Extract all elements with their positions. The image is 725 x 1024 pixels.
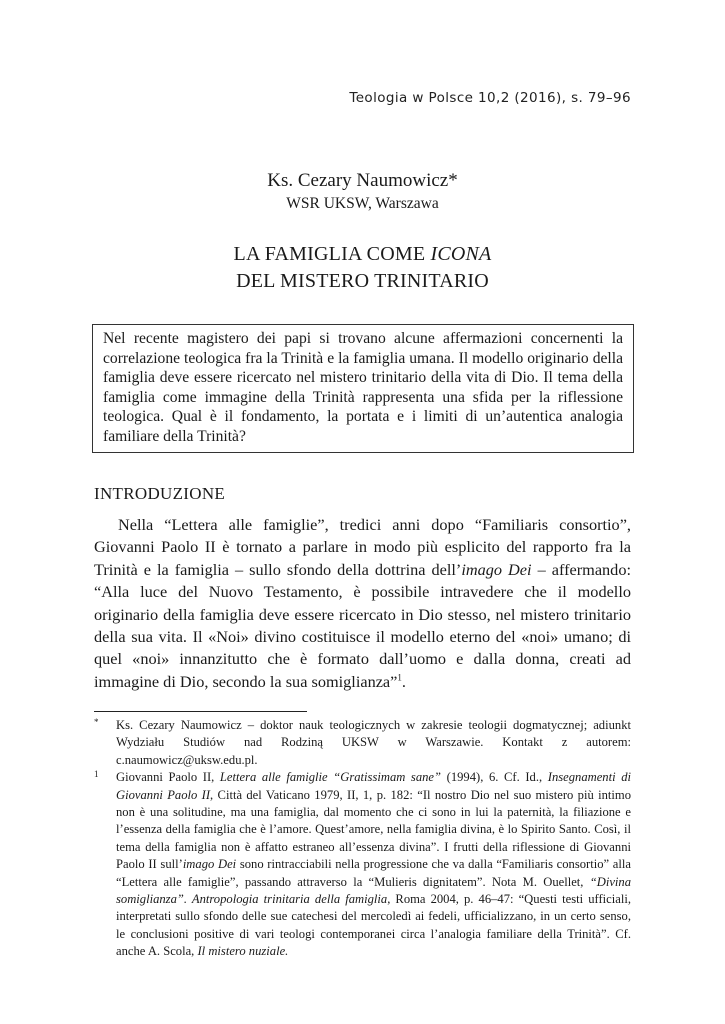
title-line-1 <box>0 241 725 268</box>
fn1-seg-4: sono rintracciabili nella progressione che va dalla “Familiaris consortio” alla “Lettera alle famiglie”, passando attraverso la “Mulieris dignitatem”. Nota M. Ouellet, <box>116 857 631 889</box>
body-text-part-1: Nella “Lettera alle famiglie”, tredici anni dopo “Familiaris consortio”, Giovanni Paolo II è tornato a parlare in modo più esplicito del rapporto fra la Trinità e la famiglia – sullo sfondo della dottrina dell’ <box>94 515 631 579</box>
body-text-part-2: – affermando: “Alla luce del Nuovo Testamento, è possibile intravedere che il modello originario della famiglia deve essere ricercato in Dio stesso, nel mistero trinitario della sua vita. Il «Noi» divino costituisce il modello eterno del «noi» umano; di quel «noi» innanzitutto che è formato dall’uomo e dalla donna, creati ad immagine di Dio, secondo la sua somiglianza” <box>94 559 631 691</box>
body-text-end: . <box>401 671 406 691</box>
fn1-italic-3: imago Dei <box>182 857 237 872</box>
journal-citation: Teologia w Polsce 10,2 (2016), s. 79–96 <box>349 90 631 106</box>
fn1-italic-2: Insegnamenti di Giovanni Paolo II <box>116 770 631 802</box>
title-line-1-text: LA FAMIGLIA COME <box>233 243 431 265</box>
title-line-2: DEL MISTERO TRINITARIO <box>236 270 489 292</box>
body-italic-imago-dei: imago Dei <box>461 559 532 579</box>
fn1-italic-5: Il mistero nuziale. <box>197 944 289 959</box>
author-affiliation: WSR UKSW, Warszawa <box>286 195 439 212</box>
fn1-seg-2: (1994), 6. Cf. Id., <box>441 770 548 785</box>
footnote-author <box>94 717 631 769</box>
fn1-italic-1: Lettera alle famiglie “Gratissimam sane” <box>219 770 442 785</box>
author-name: Ks. Cezary Naumowicz* <box>267 170 458 191</box>
section-heading: INTRODUZIONE <box>94 484 226 503</box>
footnote-divider <box>94 711 307 712</box>
footnote-mark-1: 1 <box>94 769 99 780</box>
body-paragraph <box>94 514 631 693</box>
fn1-seg-5: , Roma 2004, p. 46–47: “Questi testi ufficiali, interpretati sullo sfondo delle sue catechesi del mercoledì ai fedeli, ufficializzano, in un certo senso, le conclusioni positive di vari teologi contemporanei circa l’analogia familiare della Trinità”. Cf. anche A. Scola, <box>116 892 631 959</box>
fn1-seg-3: , Città del Vaticano 1979, II, 1, p. 182: “Il nostro Dio nel suo mistero più intimo non è una solitudine, ma una famiglia, dal momento che ci sono in lui la paternità, la filiazione e l’essenza della famiglia che è l’amore. Quest’amore, nella famiglia divina, è lo Spirito Santo. Così, il tema della famiglia non è affatto estraneo all’essenza divina”. I frutti della riflessione di Giovanni Paolo II sull’ <box>116 787 631 872</box>
footnote-mark-star: * <box>94 717 99 727</box>
fn1-seg-1: Giovanni Paolo II, <box>116 770 220 785</box>
footnote-1 <box>94 769 631 960</box>
article-title <box>0 241 725 295</box>
abstract-box: Nel recente magistero dei papi si trovano alcune affermazioni concernenti la correlazione teologica fra la Trinità e la famiglia umana. Il modello originario della famiglia deve essere ricercato nel mistero trinitario della vita di Dio. Il tema della famiglia come immagine della Trinità rappresenta una sfida per la riflessione teologica. Qual è il fondamento, la portata e i limiti di un’autentica analogia familiare della Trinità? <box>92 324 634 453</box>
fn1-italic-4: “Divina somiglianza”. Antropologia trinitaria della famiglia <box>116 874 631 907</box>
footnotes <box>94 717 631 961</box>
footnote-author-text: Ks. Cezary Naumowicz – doktor nauk teologicznych w zakresie teologii dogmatycznej; adiunkt Wydziału Studiów nad Rodziną UKSW w Warszawie. Kontakt z autorem: c.naumowicz@uksw.edu.pl. <box>116 718 631 767</box>
title-line-1-italic: ICONA <box>430 243 492 265</box>
footnote-ref-1[interactable]: 1 <box>397 672 402 683</box>
